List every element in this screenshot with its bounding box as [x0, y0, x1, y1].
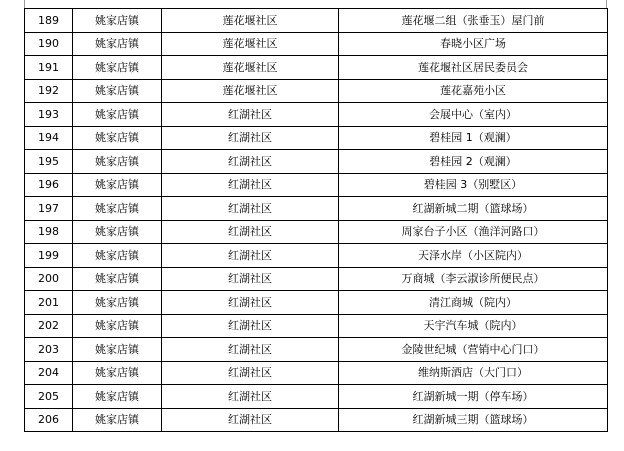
table-row	[25, 9, 608, 33]
community-cell: 红湖社区	[162, 314, 339, 338]
town-cell: 姚家店镇	[73, 150, 162, 174]
table-row	[25, 291, 608, 315]
table-row	[25, 56, 608, 80]
location-cell: 天宇汽车城（院内）	[339, 314, 608, 338]
table-row	[25, 244, 608, 268]
table-row	[25, 408, 608, 432]
row-number-cell: 196	[25, 173, 73, 197]
row-number-cell: 189	[25, 9, 73, 33]
row-number-cell: 192	[25, 79, 73, 103]
town-cell: 姚家店镇	[73, 32, 162, 56]
community-cell: 红湖社区	[162, 385, 339, 409]
table-row	[25, 103, 608, 127]
row-number-cell: 205	[25, 385, 73, 409]
table-row	[25, 361, 608, 385]
community-cell: 红湖社区	[162, 173, 339, 197]
location-cell: 红湖新城三期（篮球场）	[339, 408, 608, 432]
community-cell: 莲花堰社区	[162, 32, 339, 56]
location-cell: 莲花堰二组（张垂玉）屋门前	[339, 9, 608, 33]
location-cell: 莲花嘉苑小区	[339, 79, 608, 103]
row-number-cell: 191	[25, 56, 73, 80]
location-cell: 红湖新城二期（篮球场）	[339, 197, 608, 221]
community-cell: 红湖社区	[162, 408, 339, 432]
community-cell: 红湖社区	[162, 150, 339, 174]
community-cell: 红湖社区	[162, 291, 339, 315]
row-number-cell: 197	[25, 197, 73, 221]
community-cell: 红湖社区	[162, 267, 339, 291]
town-cell: 姚家店镇	[73, 338, 162, 362]
location-cell: 金陵世纪城（营销中心门口）	[339, 338, 608, 362]
margin-corner-mark-right	[606, 0, 607, 8]
row-number-cell: 204	[25, 361, 73, 385]
location-cell: 周家台子小区（渔洋河路口）	[339, 220, 608, 244]
table-row	[25, 126, 608, 150]
community-cell: 红湖社区	[162, 103, 339, 127]
town-cell: 姚家店镇	[73, 126, 162, 150]
town-cell: 姚家店镇	[73, 267, 162, 291]
row-number-cell: 200	[25, 267, 73, 291]
table-row	[25, 338, 608, 362]
table-row	[25, 385, 608, 409]
community-cell: 莲花堰社区	[162, 79, 339, 103]
row-number-cell: 194	[25, 126, 73, 150]
row-number-cell: 193	[25, 103, 73, 127]
location-cell: 维纳斯酒店（大门口）	[339, 361, 608, 385]
location-cell: 碧桂园 3（别墅区）	[339, 173, 608, 197]
location-cell: 碧桂园 2（观澜）	[339, 150, 608, 174]
row-number-cell: 203	[25, 338, 73, 362]
town-cell: 姚家店镇	[73, 408, 162, 432]
table-row	[25, 79, 608, 103]
location-cell: 清江商城（院内）	[339, 291, 608, 315]
row-number-cell: 190	[25, 32, 73, 56]
table-row	[25, 267, 608, 291]
sampling-points-table	[24, 8, 608, 432]
town-cell: 姚家店镇	[73, 173, 162, 197]
location-cell: 会展中心（室内）	[339, 103, 608, 127]
community-cell: 红湖社区	[162, 244, 339, 268]
town-cell: 姚家店镇	[73, 361, 162, 385]
table-body	[25, 9, 608, 432]
community-cell: 红湖社区	[162, 220, 339, 244]
town-cell: 姚家店镇	[73, 291, 162, 315]
row-number-cell: 198	[25, 220, 73, 244]
location-cell: 莲花堰社区居民委员会	[339, 56, 608, 80]
town-cell: 姚家店镇	[73, 56, 162, 80]
row-number-cell: 195	[25, 150, 73, 174]
town-cell: 姚家店镇	[73, 197, 162, 221]
community-cell: 红湖社区	[162, 197, 339, 221]
table-row	[25, 173, 608, 197]
community-cell: 红湖社区	[162, 126, 339, 150]
table-row	[25, 32, 608, 56]
community-cell: 莲花堰社区	[162, 9, 339, 33]
row-number-cell: 201	[25, 291, 73, 315]
table-row	[25, 150, 608, 174]
table-row	[25, 197, 608, 221]
town-cell: 姚家店镇	[73, 103, 162, 127]
table-row	[25, 220, 608, 244]
location-cell: 红湖新城一期（停车场）	[339, 385, 608, 409]
margin-corner-mark-left	[24, 0, 25, 8]
row-number-cell: 202	[25, 314, 73, 338]
community-cell: 红湖社区	[162, 361, 339, 385]
table-row	[25, 314, 608, 338]
town-cell: 姚家店镇	[73, 79, 162, 103]
location-cell: 碧桂园 1（观澜）	[339, 126, 608, 150]
location-cell: 春晓小区广场	[339, 32, 608, 56]
row-number-cell: 206	[25, 408, 73, 432]
town-cell: 姚家店镇	[73, 385, 162, 409]
location-cell: 万商城（李云淑诊所便民点）	[339, 267, 608, 291]
town-cell: 姚家店镇	[73, 220, 162, 244]
community-cell: 红湖社区	[162, 338, 339, 362]
town-cell: 姚家店镇	[73, 314, 162, 338]
town-cell: 姚家店镇	[73, 244, 162, 268]
row-number-cell: 199	[25, 244, 73, 268]
town-cell: 姚家店镇	[73, 9, 162, 33]
community-cell: 莲花堰社区	[162, 56, 339, 80]
location-cell: 天泽水岸（小区院内）	[339, 244, 608, 268]
